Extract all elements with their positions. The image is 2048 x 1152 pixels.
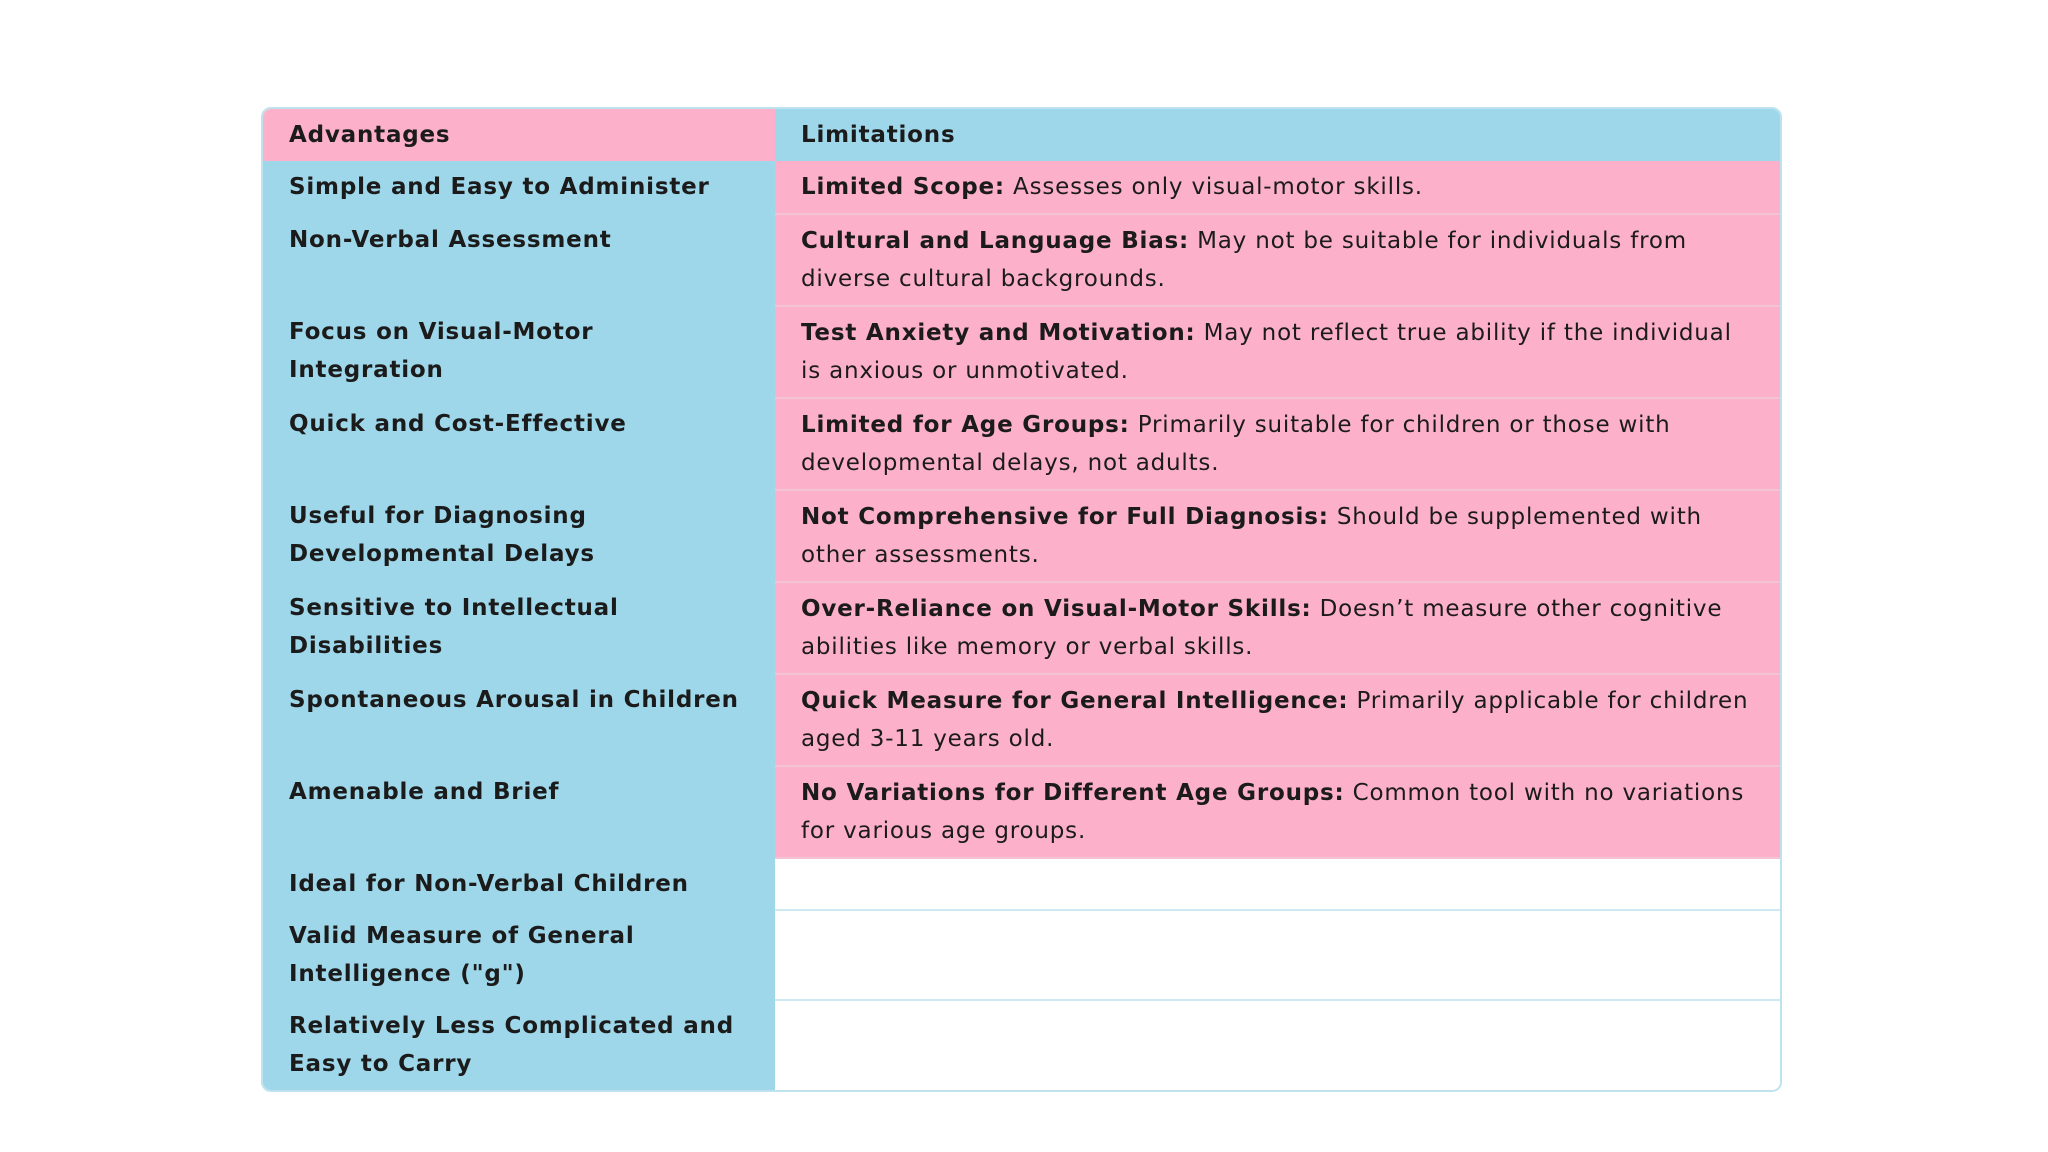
limitation-cell [775, 214, 1780, 306]
limitation-text: Doesn’t measure other cognitive abilities like memory or verbal skills. [801, 596, 1723, 660]
table-row [263, 766, 1780, 858]
limitation-term: Limited Scope: [801, 174, 1005, 200]
limitations-header: Limitations [775, 109, 1780, 161]
limitation-cell [775, 161, 1780, 214]
table-row [263, 306, 1780, 398]
limitation-cell [775, 674, 1780, 766]
limitation-cell-empty [775, 910, 1780, 1000]
limitation-cell [775, 490, 1780, 582]
limitation-cell [775, 582, 1780, 674]
limitation-text: Common tool with no variations for various age groups. [801, 780, 1745, 844]
comparison-table-container [261, 107, 1782, 1092]
limitation-term: Not Comprehensive for Full Diagnosis: [801, 504, 1329, 530]
limitation-term: Quick Measure for General Intelligence: [801, 688, 1349, 714]
table-row [263, 161, 1780, 214]
limitation-text: Primarily suitable for children or those with developmental delays, not adults. [801, 412, 1671, 476]
table-row [263, 490, 1780, 582]
advantage-cell: Ideal for Non-Verbal Children [263, 858, 775, 910]
advantage-cell: Useful for Diagnosing Developmental Delays [263, 490, 775, 582]
advantage-cell: Simple and Easy to Administer [263, 161, 775, 214]
advantages-header: Advantages [263, 109, 775, 161]
advantage-cell: Relatively Less Complicated and Easy to Carry [263, 1000, 775, 1090]
advantage-cell: Amenable and Brief [263, 766, 775, 858]
limitation-cell-empty [775, 858, 1780, 910]
limitation-text: May not reflect true ability if the individual is anxious or unmotivated. [801, 320, 1732, 384]
advantage-cell: Sensitive to Intellectual Disabilities [263, 582, 775, 674]
advantage-cell: Non-Verbal Assessment [263, 214, 775, 306]
limitation-term: No Variations for Different Age Groups: [801, 780, 1345, 806]
advantage-cell: Valid Measure of General Intelligence ("g") [263, 910, 775, 1000]
limitation-cell [775, 306, 1780, 398]
limitation-term: Cultural and Language Bias: [801, 228, 1190, 254]
advantage-cell: Spontaneous Arousal in Children [263, 674, 775, 766]
table-row [263, 398, 1780, 490]
table-row [263, 910, 1780, 1000]
limitation-term: Limited for Age Groups: [801, 412, 1130, 438]
limitation-text: Should be supplemented with other assessments. [801, 504, 1702, 568]
advantage-cell: Quick and Cost-Effective [263, 398, 775, 490]
limitation-term: Test Anxiety and Motivation: [801, 320, 1196, 346]
advantages-limitations-table [263, 109, 1780, 1090]
table-row [263, 674, 1780, 766]
limitation-text: Primarily applicable for children aged 3-11 years old. [801, 688, 1749, 752]
table-row [263, 214, 1780, 306]
table-row [263, 582, 1780, 674]
limitation-text: Assesses only visual-motor skills. [1004, 174, 1423, 200]
limitation-cell [775, 766, 1780, 858]
advantage-cell: Focus on Visual-Motor Integration [263, 306, 775, 398]
table-header-row [263, 109, 1780, 161]
limitation-cell [775, 398, 1780, 490]
limitation-term: Over-Reliance on Visual-Motor Skills: [801, 596, 1312, 622]
table-row [263, 1000, 1780, 1090]
limitation-cell-empty [775, 1000, 1780, 1090]
table-row [263, 858, 1780, 910]
limitation-text: May not be suitable for individuals from diverse cultural backgrounds. [801, 228, 1687, 292]
